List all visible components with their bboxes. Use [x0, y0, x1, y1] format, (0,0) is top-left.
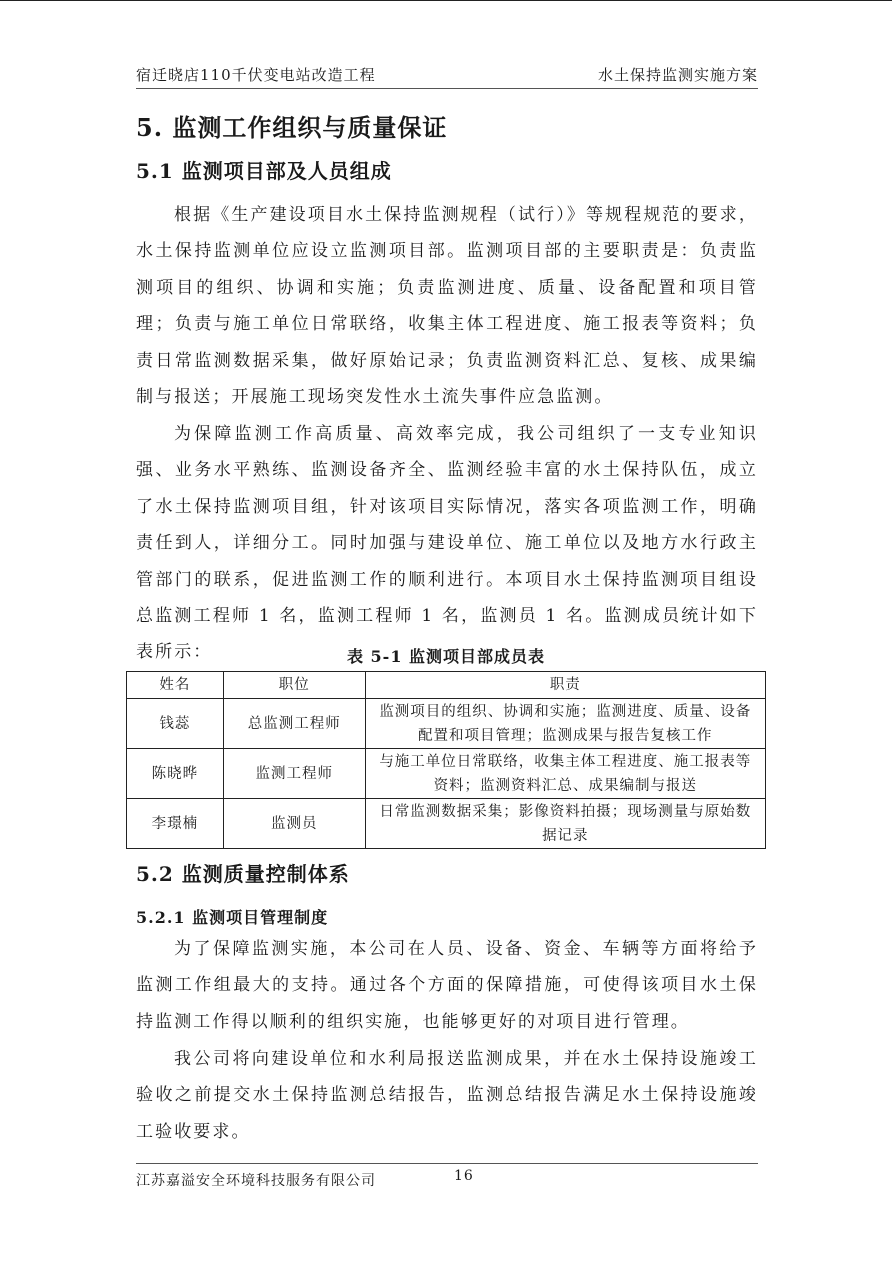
section-5-1-paragraph-1: 根据《生产建设项目水土保持监测规程（试行）》等规程规范的要求，水土保持监测单位应设立监测项目部。监测项目部的主要职责是：负责监测项目的组织、协调和实施；负责监测进度、质量、设备配置和项目管理；负责与施工单位日常联络，收集主体工程进度、施工报表等资料；负责日常监测数据采集，做好原始记录；负责监测资料汇总、复核、成果编制与报送；开展施工现场突发性水土流失事件应急监测。 [136, 205, 758, 408]
section-5-2-heading: 5.2 监测质量控制体系 [136, 862, 350, 886]
table-header-row [127, 672, 766, 699]
table-row [127, 799, 766, 849]
member-duties: 日常监测数据采集；影像资料拍摄；现场测量与原始数据记录 [365, 799, 765, 849]
member-name: 陈晓晔 [127, 749, 224, 799]
member-name: 钱蕊 [127, 699, 224, 749]
members-table [126, 671, 766, 849]
header-document-title: 水土保持监测实施方案 [597, 66, 758, 84]
member-position: 总监测工程师 [223, 699, 365, 749]
member-duties: 与施工单位日常联络，收集主体工程进度、施工报表等资料；监测资料汇总、成果编制与报送 [365, 749, 765, 799]
header-name: 姓名 [127, 672, 224, 699]
section-5-heading: 5. 监测工作组织与质量保证 [136, 113, 448, 142]
page-footer [136, 1163, 758, 1194]
top-border-line [0, 0, 892, 1]
member-duties: 监测项目的组织、协调和实施；监测进度、质量、设备配置和项目管理；监测成果与报告复核工作 [365, 699, 765, 749]
page-number: 16 [454, 1168, 474, 1184]
section-5-2-1-paragraph-2: 我公司将向建设单位和水利局报送监测成果，并在水土保持设施竣工验收之前提交水土保持监测总结报告，监测总结报告满足水土保持设施竣工验收要求。 [136, 1049, 758, 1142]
header-duties: 职责 [365, 672, 765, 699]
section-5-2-1-paragraph-1: 为了保障监测实施，本公司在人员、设备、资金、车辆等方面将给予监测工作组最大的支持。通过各个方面的保障措施，可使得该项目水土保持监测工作得以顺利的组织实施，也能够更好的对项目进行管理。 [136, 939, 758, 1032]
member-position: 监测员 [223, 799, 365, 849]
section-5-1-heading: 5.1 监测项目部及人员组成 [136, 159, 392, 183]
table-row [127, 699, 766, 749]
member-position: 监测工程师 [223, 749, 365, 799]
section-5-2-1-heading: 5.2.1 监测项目管理制度 [136, 908, 329, 927]
header-project-name: 宿迁晓店110千伏变电站改造工程 [136, 66, 376, 84]
table-caption: 表 5-1 监测项目部成员表 [346, 647, 546, 666]
section-5-1-paragraph-2: 为保障监测工作高质量、高效率完成，我公司组织了一支专业知识强、业务水平熟练、监测设备齐全、监测经验丰富的水土保持队伍，成立了水土保持监测项目组，针对该项目实际情况，落实各项监测工作，明确责任到人，详细分工。同时加强与建设单位、施工单位以及地方水行政主管部门的联系，促进监测工作的顺利进行。本项目水土保持监测项目组设总监测工程师 1 名，监测工程师 1 名，监测员 1 名。监测成员统计如下表所示： [136, 424, 758, 663]
table-row [127, 749, 766, 799]
member-name: 李璟楠 [127, 799, 224, 849]
footer-company-name: 江苏嘉溢安全环境科技服务有限公司 [136, 1173, 376, 1189]
header-position: 职位 [223, 672, 365, 699]
page-header [136, 62, 758, 89]
